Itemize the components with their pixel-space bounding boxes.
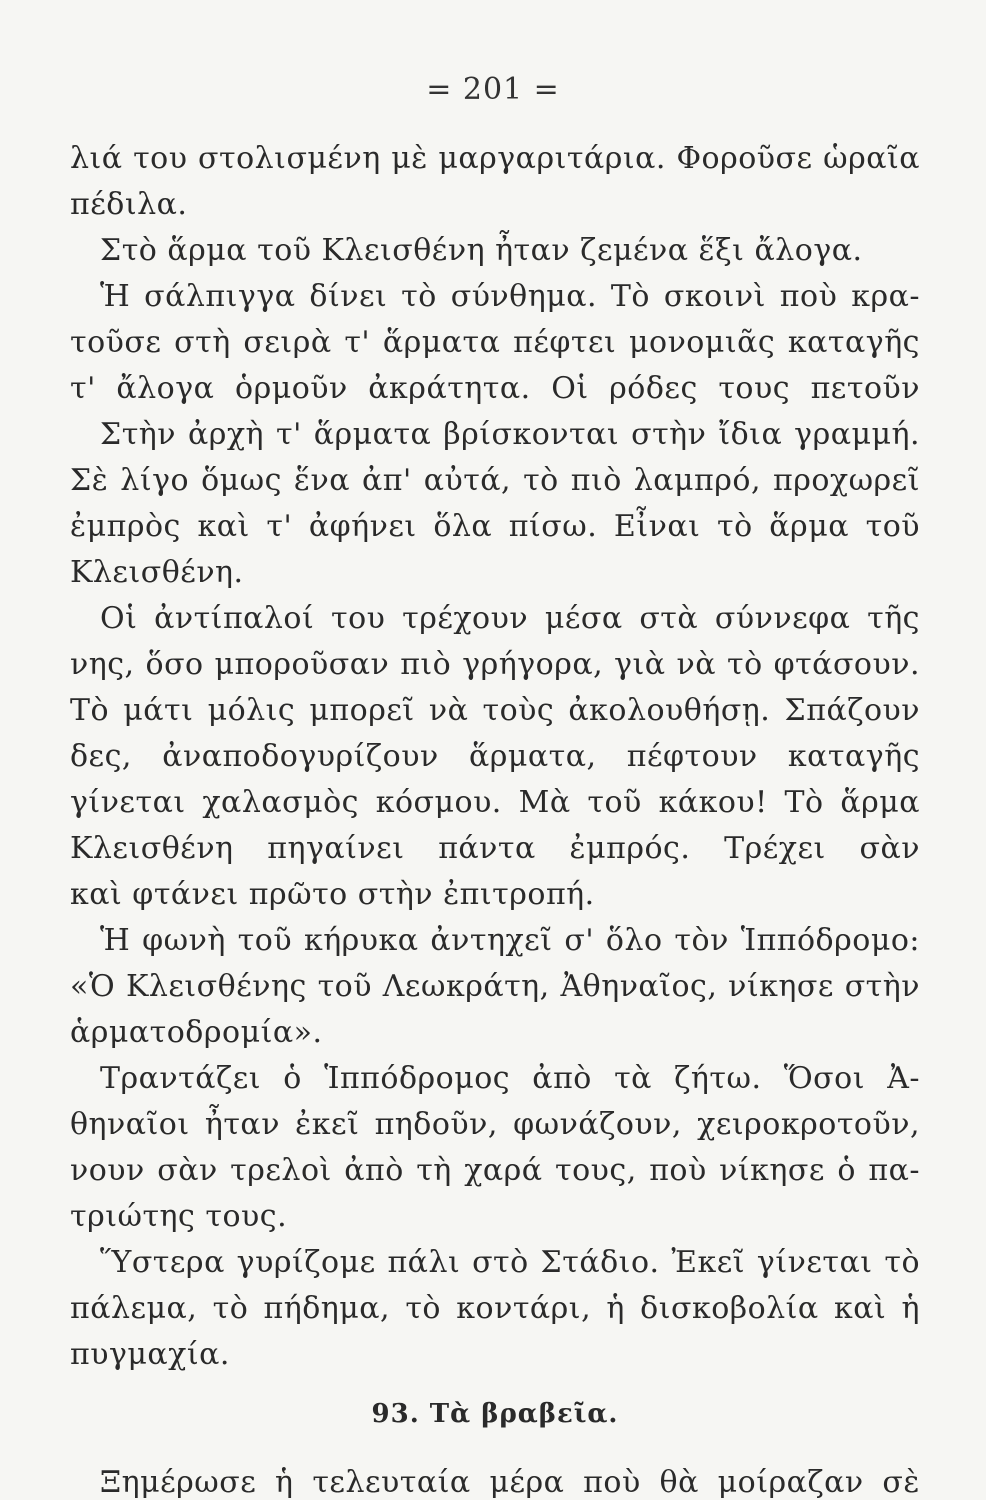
text-line: «Ὁ Κλεισθένης τοῦ Λεωκράτη, Ἀθηναῖος, νίκησε στὴν [70,969,920,1004]
page-number: = 201 = [426,72,560,107]
text-line: Κλεισθένη. [70,555,244,590]
text-line: Ὕστερα γυρίζομε πάλι στὸ Στάδιο. Ἐκεῖ γίνεται τὸ [100,1245,920,1280]
text-line: τ' ἄλογα ὁρμοῦν ἀκράτητα. Οἱ ρόδες τους πετοῦν [70,371,920,406]
text-line: νουν σὰν τρελοὶ ἀπὸ τὴ χαρά τους, ποὺ νίκησε ὁ πα- [70,1153,920,1188]
text-line: Ἡ σάλπιγγα δίνει τὸ σύνθημα. Τὸ σκοινὶ ποὺ κρα- [100,279,920,314]
text-line: Στὴν ἀρχὴ τ' ἅρματα βρίσκονται στὴν ἴδια γραμμή. [100,417,920,452]
text-line: καὶ φτάνει πρῶτο στὴν ἐπιτροπή. [70,877,595,912]
text-line: λιά του στολισμένη μὲ μαργαριτάρια. Φοροῦσε ὡραῖα [70,141,920,176]
text-line: πάλεμα, τὸ πήδημα, τὸ κοντάρι, ἡ δισκοβολία καὶ ἡ [70,1291,920,1326]
body-text [70,136,920,1500]
paragraphs-after-heading [70,1460,920,1500]
text-line: τοῦσε στὴ σειρὰ τ' ἅρματα πέφτει μονομιᾶς καταγῆς [70,325,920,360]
text-line: Ξημέρωσε ἡ τελευταία μέρα ποὺ θὰ μοίραζαν σὲ [100,1465,920,1500]
text-line: τριώτης τους. [70,1199,288,1234]
text-line: γίνεται χαλασμὸς κόσμου. Μὰ τοῦ κάκου! Τὸ ἅρμα [70,785,920,820]
text-line: Ἡ φωνὴ τοῦ κήρυκα ἀντηχεῖ σ' ὅλο τὸν Ἱππόδρομο: [100,923,920,958]
text-line: Οἱ ἀντίπαλοί του τρέχουν μέσα στὰ σύννεφα τῆς [100,601,920,636]
section-heading: 93. Τὰ βραβεῖα. [371,1399,619,1429]
heading-spacer [70,1446,920,1460]
text-line: Τραντάζει ὁ Ἱππόδρομος ἀπὸ τὰ ζήτω. Ὅσοι Ἀ- [100,1061,920,1096]
text-line: Στὸ ἅρμα τοῦ Κλεισθένη ἦταν ζεμένα ἕξι ἄλογα. [100,233,863,268]
text-line: Τὸ μάτι μόλις μπορεῖ νὰ τοὺς ἀκολουθήσῃ. Σπάζουν [70,693,920,728]
text-line: πυγμαχία. [70,1337,230,1372]
text-line: δες, ἀναποδογυρίζουν ἅρματα, πέφτουν καταγῆς [70,739,920,774]
text-line: Σὲ λίγο ὅμως ἕνα ἀπ' αὐτά, τὸ πιὸ λαμπρό, προχωρεῖ [70,463,920,498]
text-line: ἐμπρὸς καὶ τ' ἀφήνει ὅλα πίσω. Εἶναι τὸ ἅρμα τοῦ [70,509,920,544]
text-line: πέδιλα. [70,187,188,222]
text-line: ἁρματοδρομία». [70,1015,323,1050]
text-line: νης, ὅσο μποροῦσαν πιὸ γρήγορα, γιὰ νὰ τὸ φτάσουν. [70,647,920,682]
text-line: θηναῖοι ἦταν ἐκεῖ πηδοῦν, φωνάζουν, χειροκροτοῦν, [70,1107,920,1142]
text-line: Κλεισθένη πηγαίνει πάντα ἐμπρός. Τρέχει σὰν [70,831,920,866]
paragraphs-before-heading [70,136,920,1378]
